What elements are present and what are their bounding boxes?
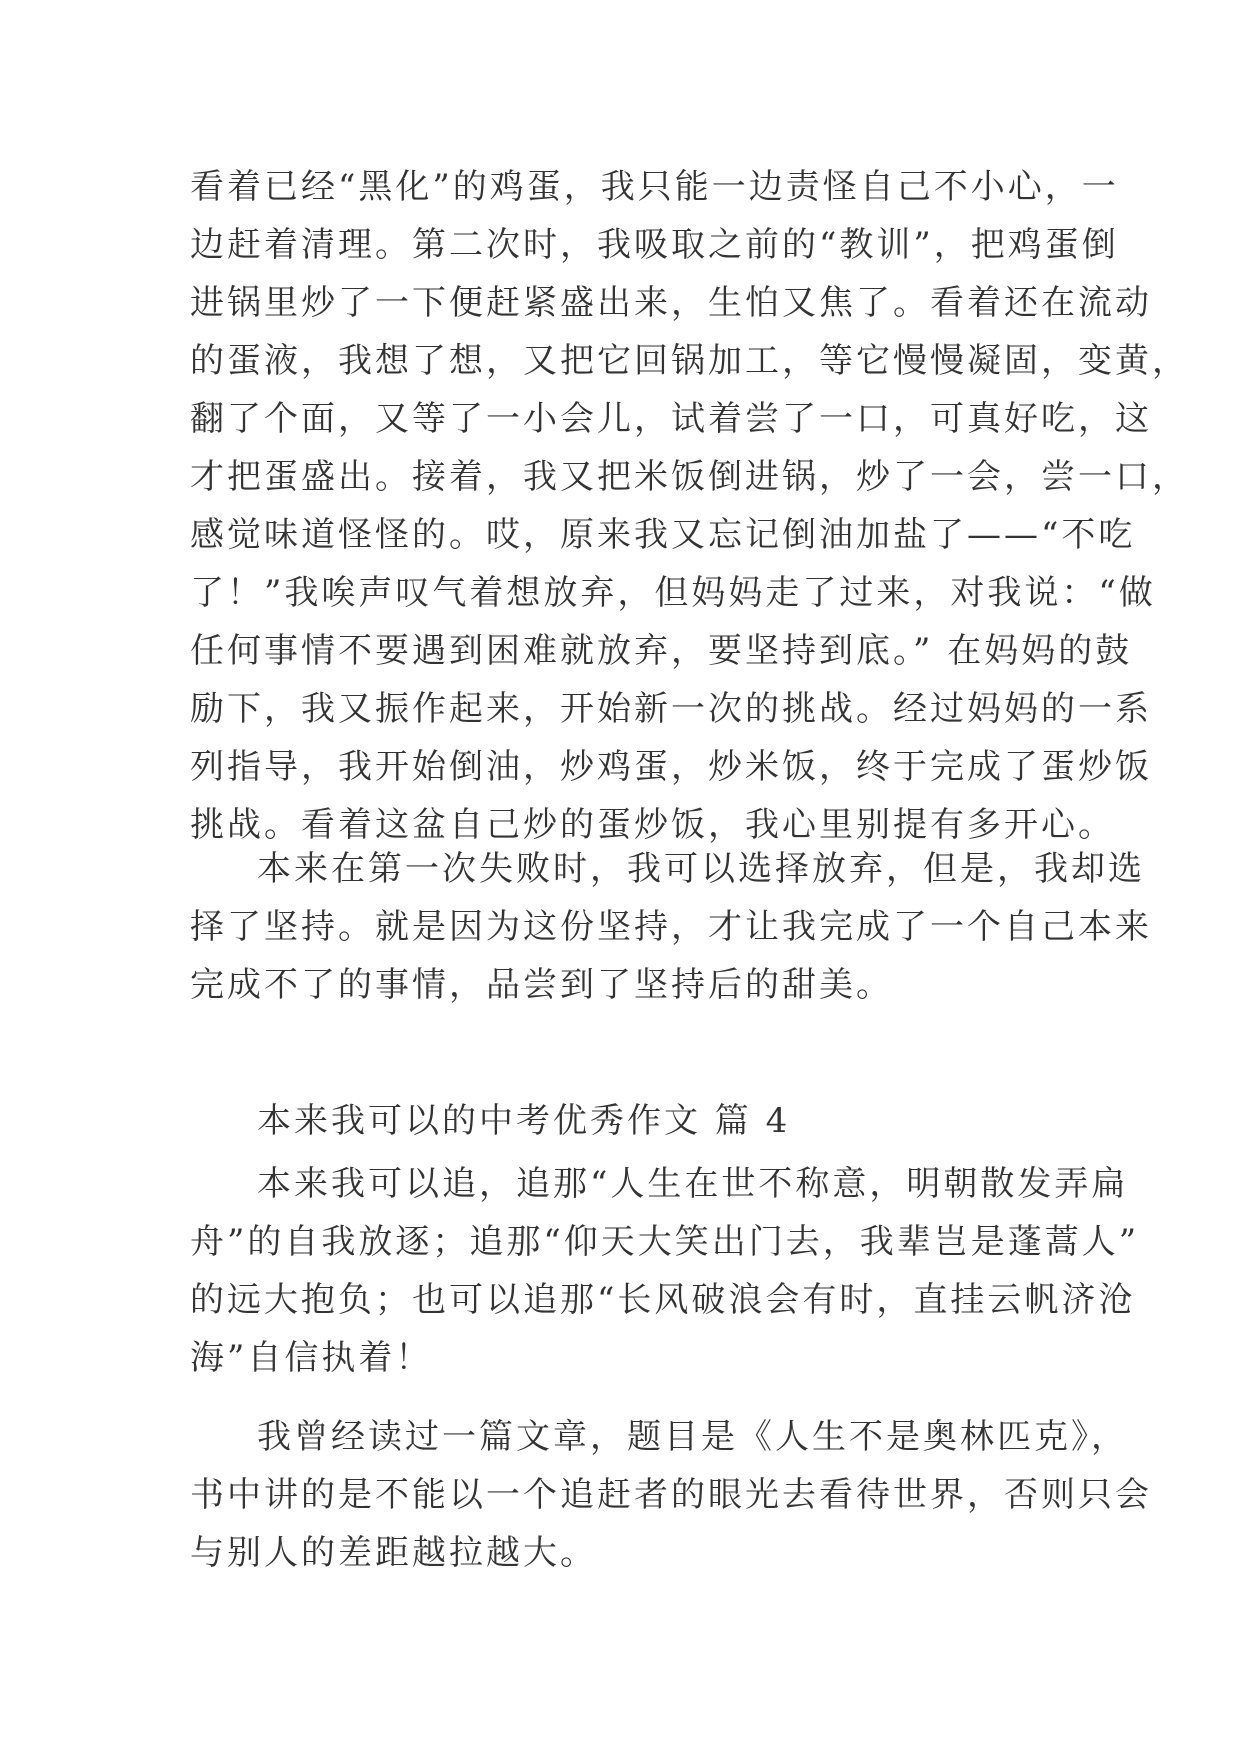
text-line: 我曾经读过一篇文章，题目是《人生不是奥林匹克》， [257, 1417, 1128, 1457]
text-line: 完成不了的事情，品尝到了坚持后的甜美。 [190, 965, 893, 1005]
text-line: 与别人的差距越拉越大。 [190, 1533, 597, 1573]
text-line: 感觉味道怪怪的。哎，原来我又忘记倒油加盐了——“不吃 [190, 515, 1136, 555]
section-heading: 本来我可以的中考优秀作文 篇 4 [257, 1101, 791, 1141]
text-line: 本来在第一次失败时，我可以选择放弃，但是，我却选 [257, 849, 1145, 889]
text-line: 边赶着清理。第二次时，我吸取之前的“教训”，把鸡蛋倒 [190, 225, 1119, 265]
text-line: 海”自信执着！ [190, 1338, 433, 1378]
text-line: 任何事情不要遇到困难就放弃，要坚持到底。” 在妈妈的鼓 [190, 631, 1133, 671]
text-line: 了！”我唉声叹气着想放弃，但妈妈走了过来，对我说：“做 [190, 573, 1156, 613]
text-line: 书中讲的是不能以一个追赶者的眼光去看待世界，否则只会 [190, 1475, 1152, 1515]
text-line: 列指导，我开始倒油，炒鸡蛋，炒米饭，终于完成了蛋炒饭 [190, 747, 1152, 787]
text-line: 本来我可以追，追那“人生在世不称意，明朝散发弄扁 [257, 1164, 1129, 1204]
section-heading-block [190, 1092, 1056, 1150]
paragraph-chase [190, 1155, 1140, 1387]
text-line: 才把蛋盛出。接着，我又把米饭倒进锅，炒了一会，尝一口， [190, 457, 1189, 497]
text-line: 的蛋液，我想了想，又把它回锅加工，等它慢慢凝固，变黄， [190, 341, 1189, 381]
text-line: 进锅里炒了一下便赶紧盛出来，生怕又焦了。看着还在流动 [190, 283, 1152, 323]
text-line: 励下，我又振作起来，开始新一次的挑战。经过妈妈的一系 [190, 689, 1152, 729]
text-line: 舟”的自我放逐；追那“仰天大笑出门去，我辈岂是蓬蒿人” [190, 1222, 1140, 1262]
paragraph-egg-fried-rice [190, 158, 1189, 854]
paragraph-article [190, 1408, 1152, 1582]
text-line: 择了坚持。就是因为这份坚持，才让我完成了一个自己本来 [190, 907, 1152, 947]
text-line: 翻了个面，又等了一小会儿，试着尝了一口，可真好吃，这 [190, 399, 1152, 439]
paragraph-persistence [190, 840, 1152, 1014]
text-line: 挑战。看着这盆自己炒的蛋炒饭，我心里别提有多开心。 [190, 805, 1115, 845]
text-line: 的远大抱负；也可以追那“长风破浪会有时，直挂云帆济沧 [190, 1280, 1136, 1320]
text-line: 看着已经“黑化”的鸡蛋，我只能一边责怪自己不小心，一 [190, 167, 1119, 207]
